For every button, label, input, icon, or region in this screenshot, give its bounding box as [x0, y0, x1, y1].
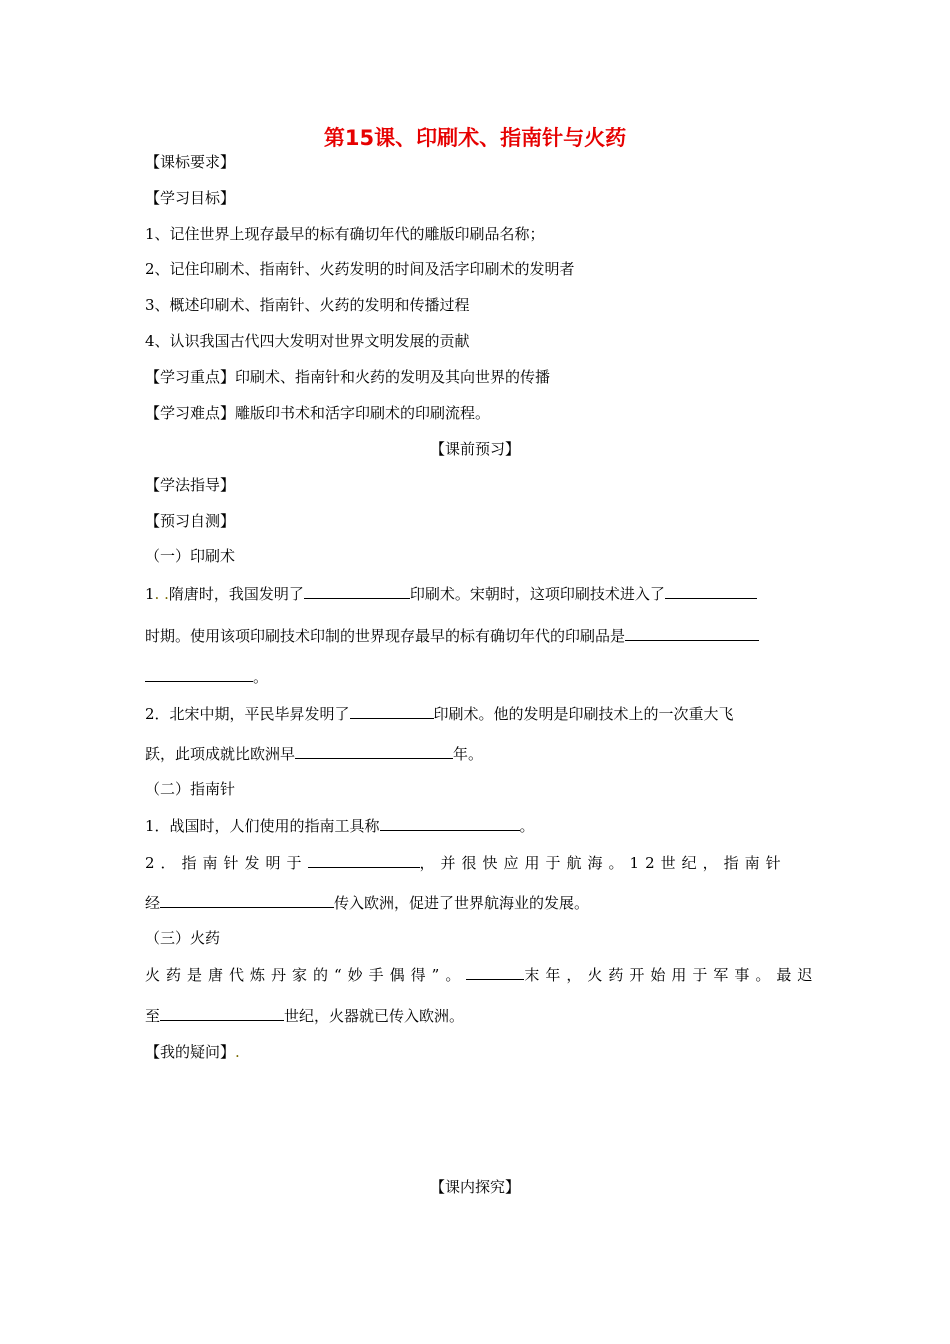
part1-q1-line2 [145, 624, 759, 647]
q-text: 2．北宋中期，平民毕昇发明了 [145, 705, 350, 723]
q-text: 隋唐时，我国发明了 [168, 585, 304, 603]
q-text: 2．指南针发明于 [145, 854, 308, 872]
yiwen-label: 【我的疑问】 [145, 1043, 236, 1061]
section-zhongdian: 【学习重点】印刷术、指南针和火药的发明及其向世界的传播 [145, 368, 551, 386]
q-text: 跃，此项成就比欧洲早 [145, 745, 296, 763]
part2-q1 [145, 814, 535, 837]
section-xuefa: 【学法指导】 [145, 476, 236, 494]
goal-item: 3、概述印刷术、指南针、火药的发明和传播过程 [145, 296, 470, 314]
answer-blank[interactable] [160, 1004, 284, 1021]
answer-blank[interactable] [295, 742, 453, 759]
q-text: 经 [145, 894, 161, 912]
q-number: 1 [145, 585, 155, 603]
answer-blank[interactable] [466, 963, 524, 980]
dot-mark: . [235, 1043, 240, 1061]
answer-blank[interactable] [160, 891, 334, 908]
goal-item: 2、记住印刷术、指南针、火药发明的时间及活字印刷术的发明者 [145, 260, 575, 278]
section-kebiao: 【课标要求】 [145, 153, 236, 171]
part2-q2-line1 [145, 851, 787, 874]
section-yuxi: 【课前预习】 [429, 440, 520, 458]
section-tanjiu: 【课内探究】 [429, 1178, 520, 1196]
section-yiwen [145, 1041, 240, 1063]
part1-q2-line1 [145, 702, 734, 725]
q-text: 1．战国时，人们使用的指南工具称 [145, 817, 380, 835]
part3-line1 [145, 963, 818, 986]
q-text: 世纪，火器就已传入欧洲。 [284, 1007, 465, 1025]
q-text: 印刷术。他的发明是印刷技术上的一次重大飞 [433, 705, 734, 723]
goal-item: 1、记住世界上现存最早的标有确切年代的雕版印刷品名称； [145, 225, 545, 243]
answer-blank[interactable] [350, 702, 434, 719]
part1-q1-line3 [145, 665, 268, 688]
q-text: 年。 [453, 745, 484, 763]
page-title: 第15课、印刷术、指南针与火药 [323, 126, 627, 150]
part1-q1-line1 [145, 582, 757, 605]
q-text: 。 [253, 668, 269, 686]
dot-mark: . [154, 585, 160, 603]
q-text: 时期。使用该项印刷技术印制的世界现存最早的标有确切年代的印刷品是 [145, 627, 626, 645]
q-text: 火药是唐代炼丹家的“妙手偶得”。 [145, 966, 467, 984]
part3-heading: （三）火药 [145, 929, 221, 947]
q-text: 至 [145, 1007, 161, 1025]
section-zice: 【预习自测】 [145, 512, 236, 530]
answer-blank[interactable] [625, 624, 759, 641]
q-text: 传入欧洲，促进了世界航海业的发展。 [334, 894, 590, 912]
answer-blank[interactable] [304, 582, 410, 599]
q-text: 印刷术。宋朝时，这项印刷技术进入了 [409, 585, 665, 603]
q-text: 末年，火药开始用于军事。最迟 [524, 966, 819, 984]
q-text: ，并很快应用于航海。12世纪，指南针 [419, 854, 787, 872]
part1-heading: （一）印刷术 [145, 547, 236, 565]
part2-heading: （二）指南针 [145, 780, 236, 798]
answer-blank[interactable] [308, 851, 420, 868]
q-text: 。 [519, 817, 535, 835]
answer-blank[interactable] [145, 665, 253, 682]
answer-blank[interactable] [665, 582, 757, 599]
part2-q2-line2 [145, 891, 589, 914]
dot-mark: . [164, 585, 169, 603]
answer-blank[interactable] [380, 814, 520, 831]
section-mubiao: 【学习目标】 [145, 189, 236, 207]
part1-q2-line2 [145, 742, 483, 765]
part3-line2 [145, 1004, 464, 1027]
goal-item: 4、认识我国古代四大发明对世界文明发展的贡献 [145, 332, 470, 350]
section-nandian: 【学习难点】雕版印书术和活字印刷术的印刷流程。 [145, 404, 491, 422]
